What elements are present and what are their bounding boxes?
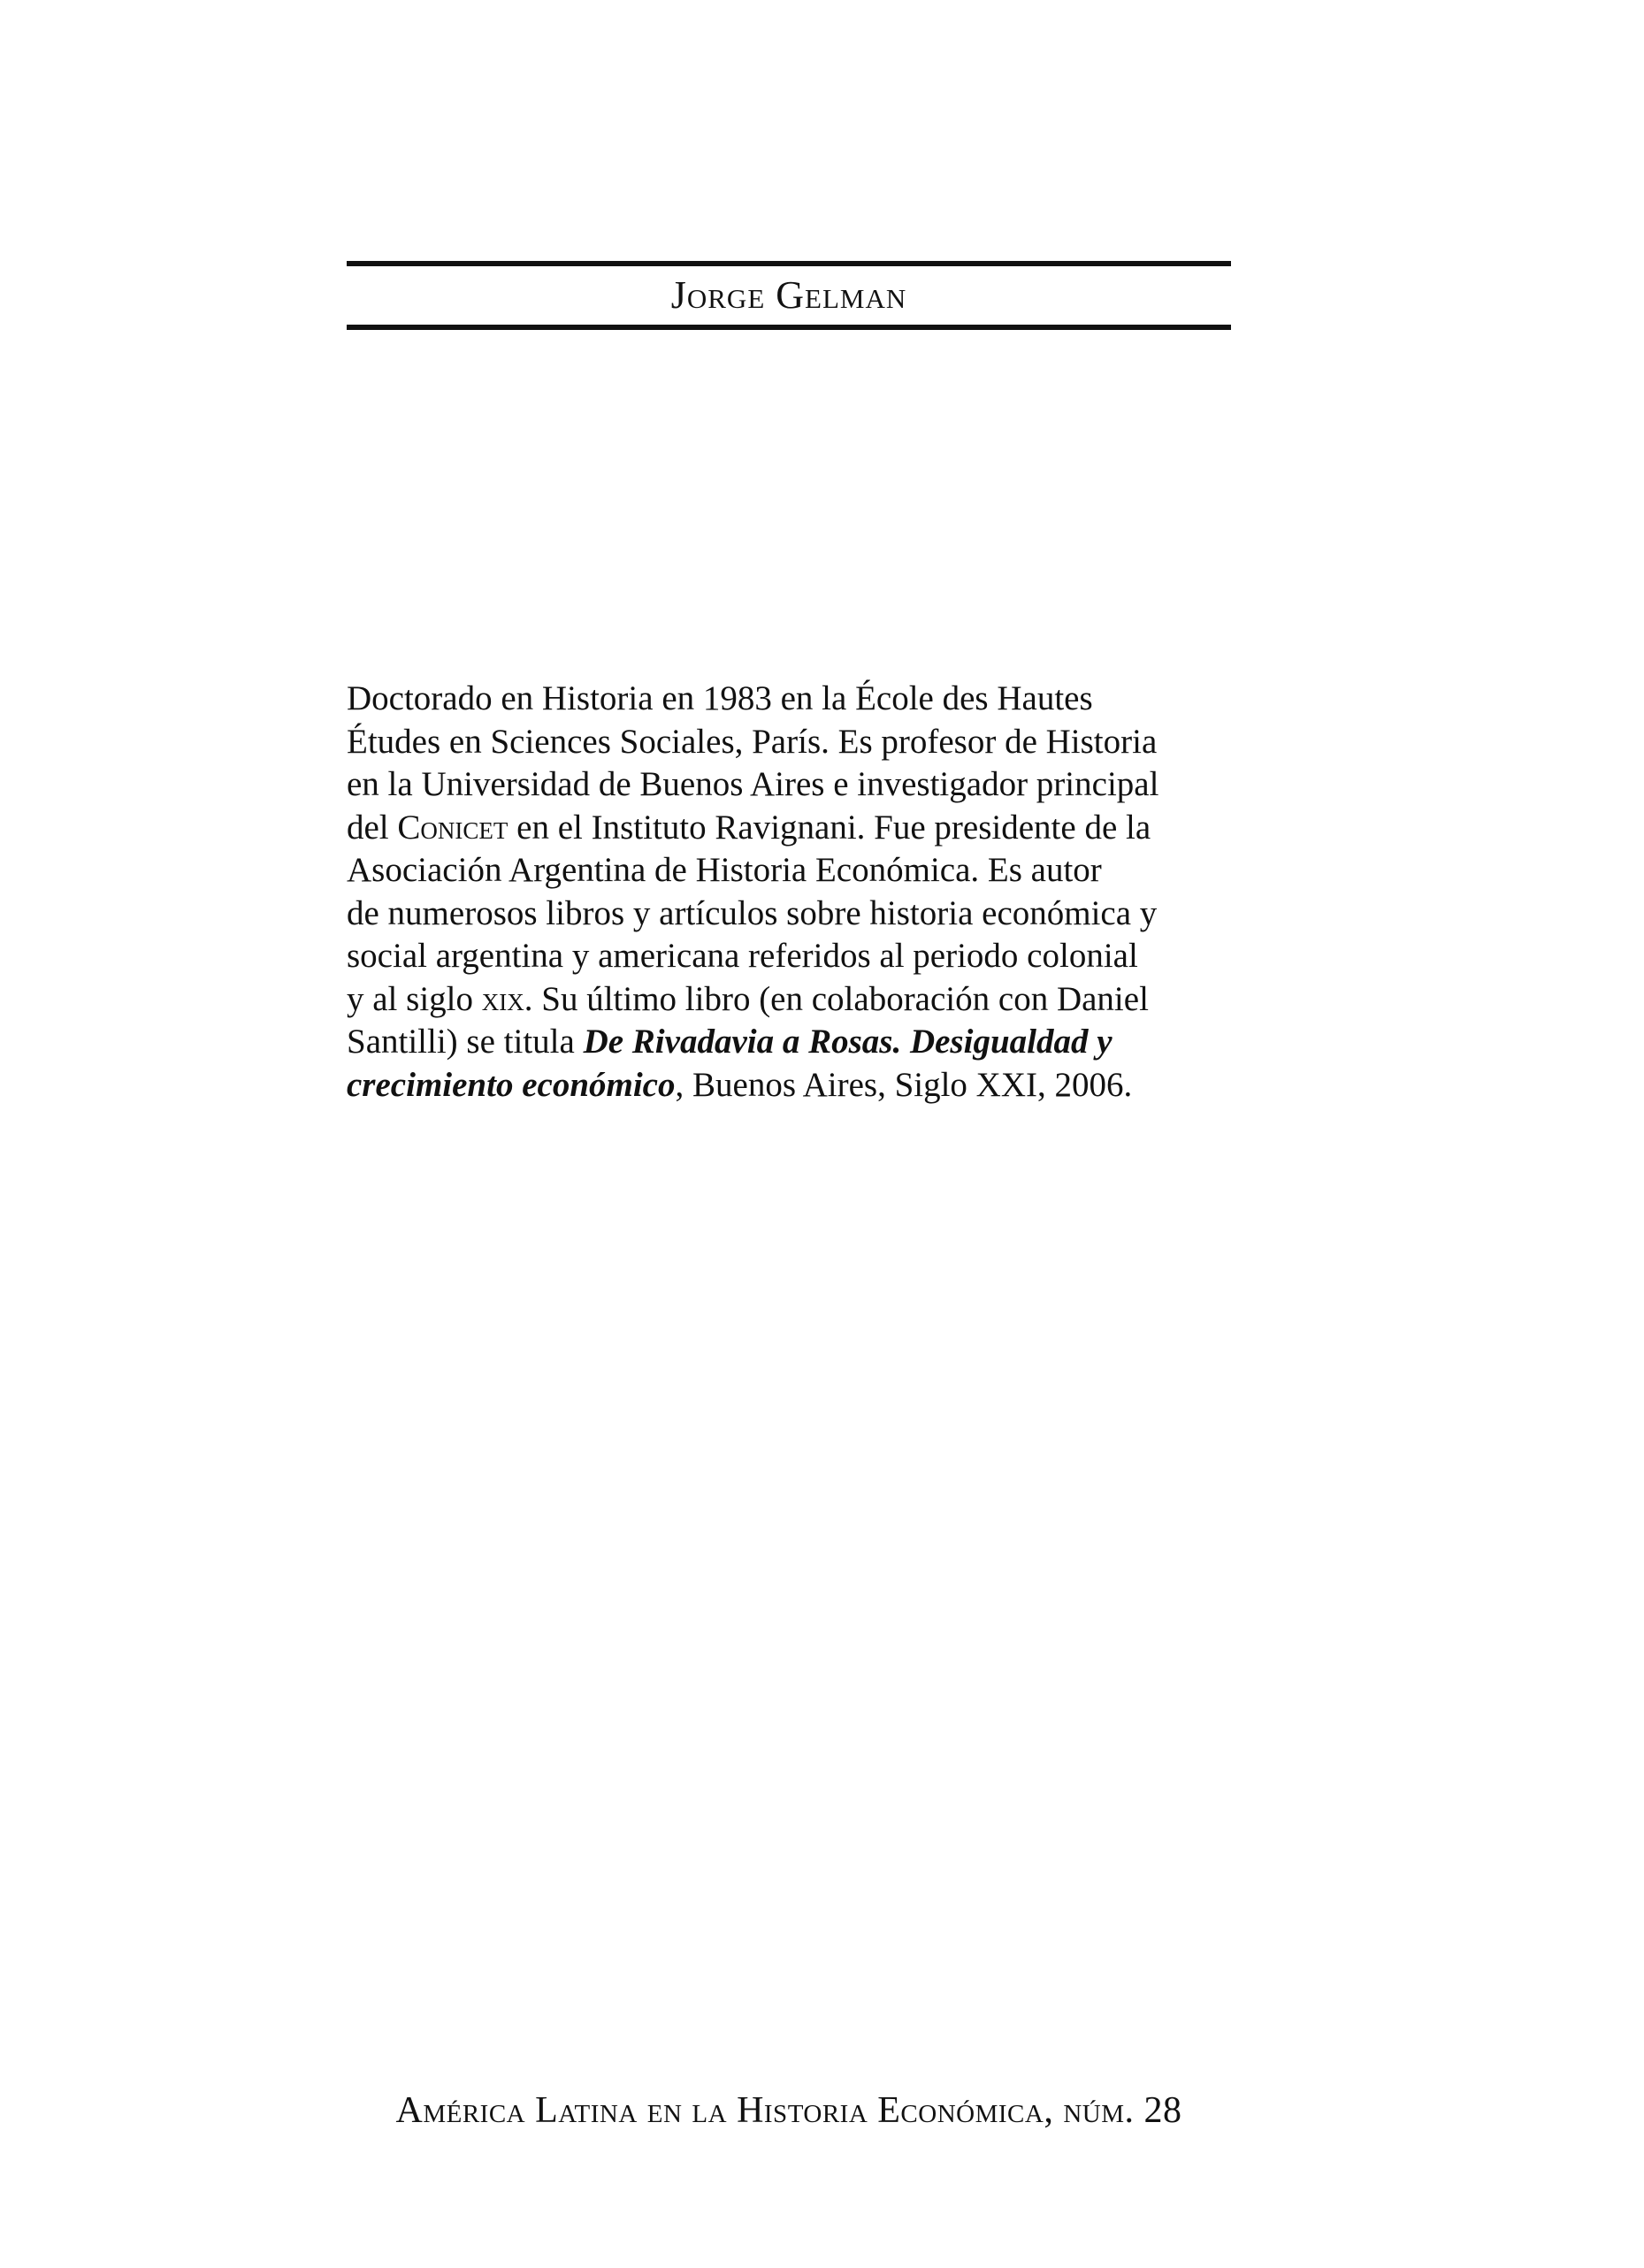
bio-text: en el Instituto Ravignani. Fue presidente de la [508,808,1151,847]
bio-text: Santilli) se titula [347,1023,584,1061]
bio-line [347,721,1231,764]
book-title: De Rivadavia a Rosas. Desigualdad y [583,1023,1113,1061]
bio-text: en la Universidad de Buenos Aires e investigador principal [347,765,1159,803]
bio-text: del [347,808,398,847]
bio-text: social argentina y americana referidos al periodo colonial [347,937,1138,975]
bio-line [347,893,1231,936]
bio-line [347,978,1231,1022]
author-name: Jorge Gelman [670,273,907,317]
bio-text: Doctorado en Historia en 1983 en la École des Hautes [347,679,1093,717]
bio-line [347,678,1231,721]
author-biography [347,678,1231,1107]
bio-text: . Su último libro (en colaboración con Daniel [524,979,1149,1018]
bio-text: , Buenos Aires, Siglo XXI, 2006. [675,1065,1133,1104]
century-numeral: xix [481,979,524,1018]
bio-line [347,935,1231,978]
bio-text: de numerosos libros y artículos sobre historia económica y [347,893,1158,932]
institution-acronym: Conicet [397,808,508,847]
header-bottom-rule [347,325,1231,330]
book-title: crecimiento económico [347,1065,676,1104]
bio-line [347,849,1231,893]
author-header [347,261,1231,330]
journal-footer: América Latina en la Historia Económica, núm. 28 [395,2090,1182,2131]
bio-text: Asociación Argentina de Historia Económica. Es autor [347,851,1102,889]
bio-line [347,1021,1231,1064]
bio-text: Études en Sciences Sociales, París. Es profesor de Historia [347,722,1158,761]
bio-line [347,1064,1231,1107]
bio-text: y al siglo [347,979,482,1018]
bio-line [347,807,1231,850]
bio-line [347,763,1231,807]
